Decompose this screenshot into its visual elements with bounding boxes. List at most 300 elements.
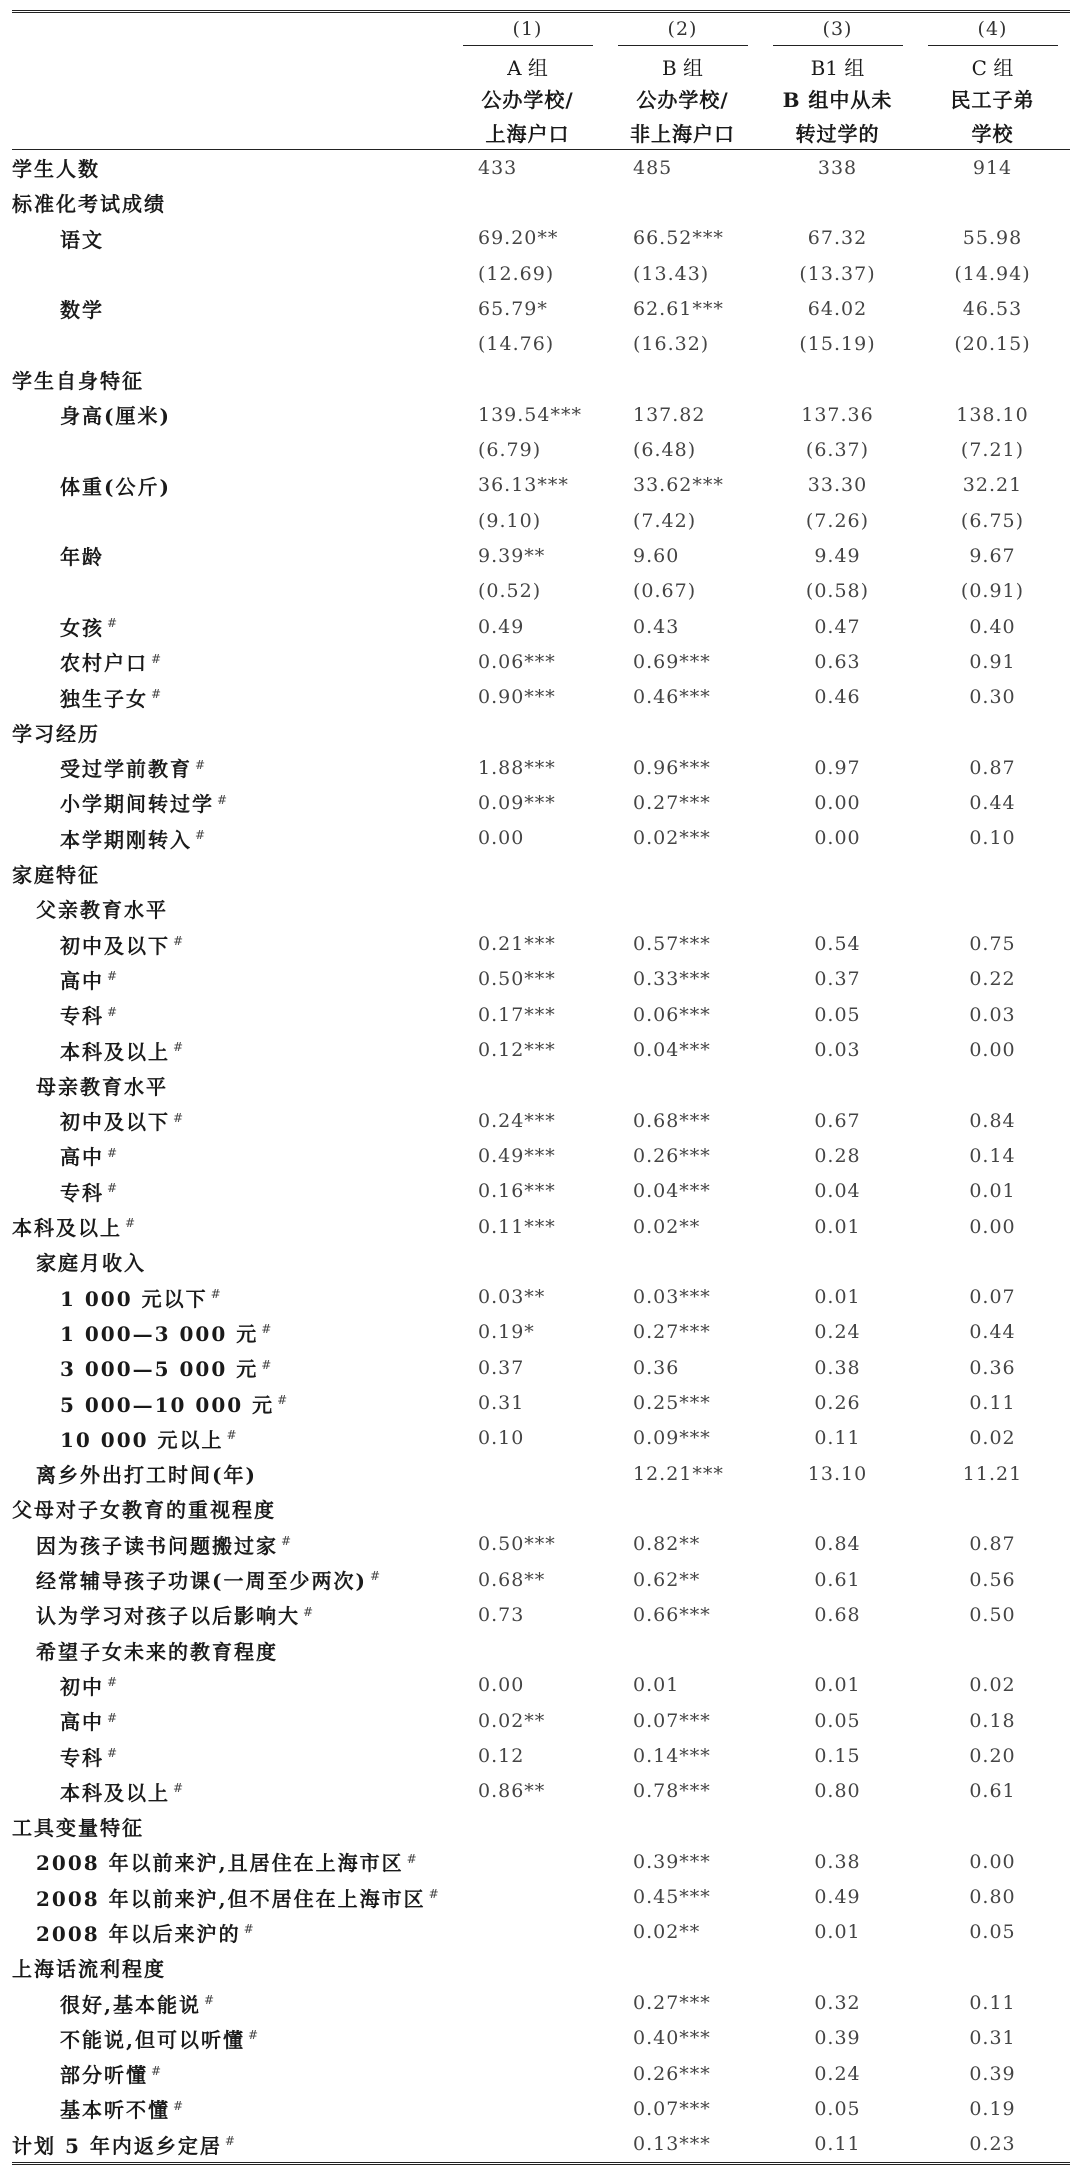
cell-col-4 xyxy=(915,185,1070,220)
cell-col-2: 0.39*** xyxy=(633,1850,711,1873)
cell-col-4: 0.56 xyxy=(969,1568,1016,1591)
row-label xyxy=(12,1244,450,1279)
cell-col-4: 0.14 xyxy=(969,1144,1016,1167)
row-label xyxy=(12,256,450,291)
cell-col-1: 0.68** xyxy=(478,1568,546,1591)
dummy-variable-mark: # xyxy=(195,828,208,843)
cell-col-1 xyxy=(450,2021,605,2056)
row-label xyxy=(12,326,450,361)
row-label-text: 很好,基本能说 xyxy=(60,1992,201,2017)
cell-col-1 xyxy=(450,1491,605,1526)
row-label xyxy=(12,1738,450,1773)
cell-col-4 xyxy=(915,856,1070,891)
dummy-variable-mark: # xyxy=(261,1322,274,1337)
dummy-variable-mark: # xyxy=(173,1039,186,1054)
cell-col-4: 0.44 xyxy=(969,1321,1016,1344)
dummy-variable-mark: # xyxy=(151,686,164,701)
table-row xyxy=(12,221,1070,256)
cell-col-1: 0.49 xyxy=(478,615,525,638)
row-label xyxy=(12,2021,450,2056)
table-row xyxy=(12,1774,1070,1809)
cell-col-1: 0.03** xyxy=(478,1286,546,1309)
table-row xyxy=(12,1244,1070,1279)
cell-col-3 xyxy=(760,891,915,926)
row-label-text: 5 000—10 000 元 xyxy=(60,1392,275,1417)
row-label xyxy=(12,1915,450,1950)
cell-col-1: (12.69) xyxy=(478,262,555,285)
row-label-text: 部分听懂 xyxy=(60,2063,148,2088)
cell-col-2: 0.02** xyxy=(633,1215,701,1238)
cell-col-2: 12.21*** xyxy=(633,1462,724,1485)
cell-col-3: 0.68 xyxy=(814,1603,861,1626)
cell-col-3: (15.19) xyxy=(799,333,876,356)
cell-col-2: 0.01 xyxy=(633,1674,680,1697)
table-row xyxy=(12,1138,1070,1173)
cell-col-1 xyxy=(450,891,605,926)
table-row xyxy=(12,1280,1070,1315)
cell-col-2: 66.52*** xyxy=(633,227,724,250)
cell-col-3: 0.32 xyxy=(814,1992,861,2015)
row-label xyxy=(12,1068,450,1103)
cell-col-3 xyxy=(760,1632,915,1667)
cell-col-1: 0.86** xyxy=(478,1780,546,1803)
col-sub2-a: 上海户口 xyxy=(450,115,605,150)
cell-col-4: 0.31 xyxy=(969,2027,1016,2050)
cell-col-3 xyxy=(760,715,915,750)
table-row xyxy=(12,1456,1070,1491)
col-sub1-b1: B 组中从未 xyxy=(782,87,893,112)
row-label xyxy=(12,750,450,785)
cell-col-4: (0.91) xyxy=(960,580,1025,603)
row-label-text: 本学期刚转入 xyxy=(60,827,192,852)
row-label-text: 工具变量特征 xyxy=(12,1816,144,1841)
cell-col-4: 0.80 xyxy=(969,1886,1016,1909)
row-label-text: 计划 5 年内返乡定居 xyxy=(12,2133,222,2158)
cell-col-2: 0.96*** xyxy=(633,756,711,779)
cell-col-3: 0.54 xyxy=(814,933,861,956)
cell-col-2 xyxy=(605,856,760,891)
cell-col-4: 0.87 xyxy=(969,756,1016,779)
cell-col-1 xyxy=(450,1985,605,2020)
cell-col-2: 0.09*** xyxy=(633,1427,711,1450)
cell-col-4: 0.44 xyxy=(969,791,1016,814)
cell-col-4 xyxy=(915,715,1070,750)
cell-col-4 xyxy=(915,1244,1070,1279)
row-label xyxy=(12,856,450,891)
dummy-variable-mark: # xyxy=(107,1145,120,1160)
cell-col-2: 0.82** xyxy=(633,1533,701,1556)
row-label-text: 1 000—3 000 元 xyxy=(60,1321,259,1346)
row-label-text: 专科 xyxy=(60,1004,104,1029)
row-label xyxy=(12,715,450,750)
cell-col-3 xyxy=(760,1068,915,1103)
row-label xyxy=(12,1209,450,1244)
cell-col-1: 0.02** xyxy=(478,1709,546,1732)
cell-col-1: 69.20** xyxy=(478,227,559,250)
cell-col-4: 0.11 xyxy=(969,1392,1016,1415)
row-label xyxy=(12,1103,450,1138)
cell-col-2: 0.36 xyxy=(633,1356,680,1379)
table-row xyxy=(12,574,1070,609)
row-label xyxy=(12,574,450,609)
cell-col-3: 0.05 xyxy=(814,1003,861,1026)
table-row xyxy=(12,1738,1070,1773)
cell-col-1: 0.17*** xyxy=(478,1003,556,1026)
cell-col-3: 0.63 xyxy=(814,650,861,673)
cell-col-4: 0.00 xyxy=(969,1039,1016,1062)
cell-col-3: 0.67 xyxy=(814,1109,861,1132)
cell-col-3 xyxy=(760,185,915,220)
row-label xyxy=(12,468,450,503)
dummy-variable-mark: # xyxy=(210,1286,223,1301)
cell-col-1 xyxy=(450,362,605,397)
cell-col-1 xyxy=(450,1456,605,1491)
cell-col-4: 0.07 xyxy=(969,1286,1016,1309)
row-label xyxy=(12,1597,450,1632)
row-label xyxy=(12,1562,450,1597)
cell-col-3: 13.10 xyxy=(807,1462,868,1485)
cell-col-2: 0.04*** xyxy=(633,1180,711,1203)
table-row xyxy=(12,2091,1070,2126)
cell-col-2: 0.07*** xyxy=(633,2097,711,2120)
cell-col-3: 0.47 xyxy=(814,615,861,638)
cell-col-2 xyxy=(605,1950,760,1985)
dummy-variable-mark: # xyxy=(125,1216,138,1231)
cell-col-3: 0.97 xyxy=(814,756,861,779)
cell-col-4: 11.21 xyxy=(962,1462,1023,1485)
cell-col-4: 0.40 xyxy=(969,615,1016,638)
cell-col-3: (13.37) xyxy=(799,262,876,285)
row-label xyxy=(12,150,450,186)
row-label xyxy=(12,538,450,573)
cell-col-4: 0.20 xyxy=(969,1745,1016,1767)
row-label-text: 标准化考试成绩 xyxy=(12,192,166,217)
cell-col-1 xyxy=(450,856,605,891)
cell-col-4: (14.94) xyxy=(954,262,1031,285)
row-label xyxy=(12,821,450,856)
cell-col-2: 0.26*** xyxy=(633,2062,711,2085)
cell-col-1: 0.50*** xyxy=(478,968,556,991)
table-row xyxy=(12,1809,1070,1844)
row-label xyxy=(12,1527,450,1562)
row-label-text: 希望子女未来的教育程度 xyxy=(36,1639,278,1664)
row-label-text: 上海话流利程度 xyxy=(12,1957,166,1982)
cell-col-2 xyxy=(605,891,760,926)
cell-col-4: 0.18 xyxy=(969,1709,1016,1732)
cell-col-4: 46.53 xyxy=(962,297,1023,320)
table-row xyxy=(12,609,1070,644)
cell-col-3 xyxy=(760,1950,915,1985)
table-row xyxy=(12,538,1070,573)
dummy-variable-mark: # xyxy=(107,616,120,631)
cell-col-4: 9.67 xyxy=(969,544,1016,567)
row-label-text: 父母对子女教育的重视程度 xyxy=(12,1498,276,1523)
row-label-text: 小学期间转过学 xyxy=(60,792,214,817)
cell-col-4 xyxy=(915,1068,1070,1103)
cell-col-1: 0.21*** xyxy=(478,933,556,956)
cell-col-1: 0.00 xyxy=(478,827,525,850)
cell-col-3: 0.11 xyxy=(814,1427,861,1450)
table-row xyxy=(12,1103,1070,1138)
col-group-c: C 组 xyxy=(915,45,1070,81)
cell-col-2 xyxy=(605,1244,760,1279)
cell-col-4: 55.98 xyxy=(962,227,1023,250)
cell-col-1: 65.79* xyxy=(478,297,548,320)
table-row xyxy=(12,1068,1070,1103)
dummy-variable-mark: # xyxy=(261,1357,274,1372)
cell-col-3: (0.58) xyxy=(805,580,870,603)
dummy-variable-mark: # xyxy=(369,1569,382,1584)
cell-col-3: 0.38 xyxy=(814,1356,861,1379)
row-label-text: 学生人数 xyxy=(12,157,100,182)
cell-col-1 xyxy=(450,1632,605,1667)
table-row xyxy=(12,362,1070,397)
row-label-text: 初中及以下 xyxy=(60,1110,170,1135)
cell-col-1: 0.00 xyxy=(478,1674,525,1697)
table-row xyxy=(12,1880,1070,1915)
dummy-variable-mark: # xyxy=(173,934,186,949)
header-blank xyxy=(12,13,450,45)
row-label-text: 家庭月收入 xyxy=(36,1251,146,1276)
table-row xyxy=(12,1844,1070,1879)
cell-col-3: 0.15 xyxy=(814,1745,861,1767)
row-label xyxy=(12,397,450,432)
row-label xyxy=(12,2091,450,2126)
cell-col-4: 0.87 xyxy=(969,1533,1016,1556)
row-label-text: 基本听不懂 xyxy=(60,2098,170,2123)
cell-col-4: 0.01 xyxy=(969,1180,1016,1203)
table-row xyxy=(12,503,1070,538)
cell-col-2: 0.07*** xyxy=(633,1709,711,1732)
cell-col-1: 0.10 xyxy=(478,1427,525,1450)
row-label-text: 高中 xyxy=(60,1145,104,1170)
cell-col-1 xyxy=(450,2091,605,2126)
cell-col-3: 0.00 xyxy=(814,827,861,850)
cell-col-3: 0.01 xyxy=(814,1674,861,1697)
cell-col-1: 433 xyxy=(478,156,518,179)
table-row xyxy=(12,821,1070,856)
table-row xyxy=(12,1632,1070,1667)
row-label-text: 高中 xyxy=(60,968,104,993)
cell-col-2 xyxy=(605,1491,760,1526)
cell-col-1: 0.12*** xyxy=(478,1039,556,1062)
row-label-text: 农村户口 xyxy=(60,651,148,676)
dummy-variable-mark: # xyxy=(224,2134,237,2149)
dummy-variable-mark: # xyxy=(107,969,120,984)
cell-col-2 xyxy=(605,1068,760,1103)
table-row xyxy=(12,1950,1070,1985)
row-label xyxy=(12,1174,450,1209)
row-label-text: 3 000—5 000 元 xyxy=(60,1357,259,1382)
row-label-text: 本科及以上 xyxy=(12,1216,122,1241)
table-row xyxy=(12,1209,1070,1244)
cell-col-1: 0.24*** xyxy=(478,1109,556,1132)
cell-col-1: 1.88*** xyxy=(478,756,556,779)
cell-col-2: 0.45*** xyxy=(633,1886,711,1909)
row-label-text: 受过学前教育 xyxy=(60,757,192,782)
row-label-text: 2008 年以后来沪的 xyxy=(36,1921,241,1946)
cell-col-2: (0.67) xyxy=(633,580,697,603)
cell-col-4: 0.00 xyxy=(969,1850,1016,1873)
table-row xyxy=(12,291,1070,326)
row-label-text: 身高(厘米) xyxy=(60,404,171,429)
row-label-text: 经常辅导孩子功课(一周至少两次) xyxy=(36,1569,367,1594)
cell-col-1: 139.54*** xyxy=(478,403,582,426)
dummy-variable-mark: # xyxy=(195,757,208,772)
cell-col-1 xyxy=(450,1915,605,1950)
cell-col-2: 0.40*** xyxy=(633,2027,711,2050)
cell-col-2: 0.69*** xyxy=(633,650,711,673)
cell-col-3: 67.32 xyxy=(807,227,868,250)
descriptive-statistics-table xyxy=(12,10,1070,2165)
row-label xyxy=(12,785,450,820)
statistics-table-page xyxy=(12,10,1070,2165)
cell-col-4: (20.15) xyxy=(954,333,1031,356)
cell-col-3: 0.05 xyxy=(814,1709,861,1732)
table-row xyxy=(12,1668,1070,1703)
row-label xyxy=(12,1809,450,1844)
table-body xyxy=(12,150,1070,2162)
cell-col-1 xyxy=(450,2056,605,2091)
cell-col-3: 33.30 xyxy=(807,474,868,497)
dummy-variable-mark: # xyxy=(173,1781,186,1796)
cell-col-1: 0.11*** xyxy=(478,1215,556,1238)
col-sub2-c: 学校 xyxy=(915,115,1070,150)
row-label-text: 初中 xyxy=(60,1674,104,1699)
cell-col-3: 0.80 xyxy=(814,1780,861,1803)
cell-col-1: 0.19* xyxy=(478,1321,535,1344)
cell-col-2: (6.48) xyxy=(633,439,697,462)
table-row xyxy=(12,927,1070,962)
row-label-text: 2008 年以前来沪,且居住在上海市区 xyxy=(36,1851,404,1876)
cell-col-4 xyxy=(915,891,1070,926)
cell-col-3: 0.00 xyxy=(814,791,861,814)
cell-col-1: 0.12 xyxy=(478,1745,525,1767)
row-label-text: 女孩 xyxy=(60,616,104,640)
cell-col-3: 0.26 xyxy=(814,1392,861,1415)
cell-col-2: (13.43) xyxy=(633,262,710,285)
cell-col-3: 0.04 xyxy=(814,1180,861,1203)
cell-col-1: (14.76) xyxy=(478,333,555,356)
row-label-text: 不能说,但可以听懂 xyxy=(60,2027,245,2052)
cell-col-2: 0.27*** xyxy=(633,791,711,814)
row-label xyxy=(12,1668,450,1703)
dummy-variable-mark: # xyxy=(173,2098,186,2113)
cell-col-3 xyxy=(760,856,915,891)
cell-col-1: 0.90*** xyxy=(478,686,556,709)
cell-col-4: 0.84 xyxy=(969,1109,1016,1132)
row-label-text: 离乡外出打工时间(年) xyxy=(36,1463,257,1488)
table-row xyxy=(12,1597,1070,1632)
row-label xyxy=(12,185,450,220)
cell-col-4: 0.36 xyxy=(969,1356,1016,1379)
table-row xyxy=(12,432,1070,467)
cell-col-4: 914 xyxy=(972,156,1013,179)
table-row xyxy=(12,397,1070,432)
cell-col-2 xyxy=(605,1809,760,1844)
row-label xyxy=(12,503,450,538)
col-sub2-b: 非上海户口 xyxy=(605,115,760,150)
cell-col-4: 0.75 xyxy=(969,933,1016,956)
row-label-text: 独生子女 xyxy=(60,686,148,711)
col-group-b1: B1 组 xyxy=(760,45,915,81)
row-label xyxy=(12,609,450,644)
table-row xyxy=(12,2021,1070,2056)
dummy-variable-mark: # xyxy=(173,1110,186,1125)
cell-col-3: 137.36 xyxy=(801,403,874,426)
cell-col-2: 0.33*** xyxy=(633,968,711,991)
cell-col-4: 0.11 xyxy=(969,1992,1016,2015)
row-label-text: 专科 xyxy=(60,1745,104,1770)
row-label xyxy=(12,1632,450,1667)
col-sub1-a: 公办学校/ xyxy=(481,87,574,112)
row-label-text: 父亲教育水平 xyxy=(36,898,168,923)
row-label-text: 学生自身特征 xyxy=(12,368,144,393)
table-row xyxy=(12,1174,1070,1209)
cell-col-2: (7.42) xyxy=(633,509,697,532)
cell-col-4: 32.21 xyxy=(962,474,1023,497)
cell-col-3: 0.01 xyxy=(814,1286,861,1309)
row-label xyxy=(12,1985,450,2020)
table-row xyxy=(12,2056,1070,2091)
row-label-text: 2008 年以前来沪,但不居住在上海市区 xyxy=(36,1886,426,1911)
cell-col-2: 0.06*** xyxy=(633,1003,711,1026)
cell-col-3: 0.37 xyxy=(814,968,861,991)
dummy-variable-mark: # xyxy=(281,1534,294,1549)
dummy-variable-mark: # xyxy=(203,1992,217,2007)
table-row xyxy=(12,1032,1070,1067)
table-row xyxy=(12,856,1070,891)
row-label xyxy=(12,1315,450,1350)
row-label-text: 初中及以下 xyxy=(60,933,170,958)
cell-col-1 xyxy=(450,1844,605,1879)
table-row xyxy=(12,1915,1070,1950)
table-row xyxy=(12,1421,1070,1456)
table-row xyxy=(12,785,1070,820)
dummy-variable-mark: # xyxy=(428,1887,441,1902)
cell-col-1: 0.06*** xyxy=(478,650,556,673)
cell-col-3: 0.38 xyxy=(814,1850,861,1873)
row-label xyxy=(12,927,450,962)
table-row xyxy=(12,1703,1070,1738)
row-label xyxy=(12,997,450,1032)
cell-col-2: 9.60 xyxy=(633,544,680,567)
cell-col-2: 0.46*** xyxy=(633,686,711,709)
cell-col-4 xyxy=(915,1809,1070,1844)
dummy-variable-mark: # xyxy=(303,1604,316,1619)
dummy-variable-mark: # xyxy=(151,651,164,666)
cell-col-1: 0.73 xyxy=(478,1603,525,1626)
row-label xyxy=(12,1032,450,1067)
row-label-text: 本科及以上 xyxy=(60,1039,170,1064)
table-row xyxy=(12,1350,1070,1385)
row-label xyxy=(12,1880,450,1915)
col-number-1: (1) xyxy=(512,18,543,40)
row-label xyxy=(12,362,450,397)
col-sub2-b1: 转过学的 xyxy=(760,115,915,150)
cell-col-3: 64.02 xyxy=(807,297,868,320)
table-row xyxy=(12,644,1070,679)
col-sub1-c: 民工子弟 xyxy=(950,87,1035,112)
cell-col-4: 0.30 xyxy=(969,686,1016,709)
row-label xyxy=(12,432,450,467)
cell-col-1: 36.13*** xyxy=(478,474,569,497)
cell-col-2: 33.62*** xyxy=(633,474,724,497)
row-label-text: 认为学习对孩子以后影响大 xyxy=(36,1604,300,1629)
cell-col-1 xyxy=(450,715,605,750)
cell-col-2: 0.02** xyxy=(633,1921,701,1944)
cell-col-3: (7.26) xyxy=(805,509,870,532)
